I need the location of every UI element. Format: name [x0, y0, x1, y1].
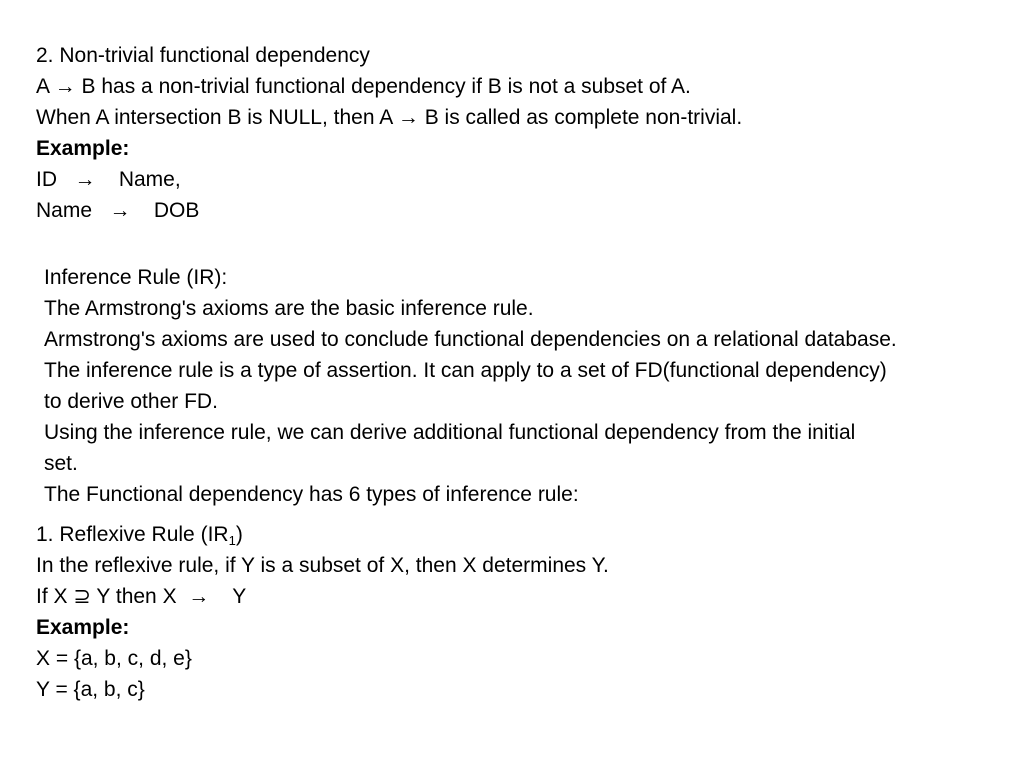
- inference-text-line: The inference rule is a type of assertion. It can apply to a set of FD(functional dependency): [44, 359, 887, 382]
- non-trivial-heading: 2. Non-trivial functional dependency: [36, 44, 370, 67]
- reflexive-heading: [36, 519, 996, 550]
- reflexive-rule-section: [36, 519, 996, 705]
- inference-text-line: to derive other FD.: [44, 390, 218, 413]
- example-set-x: X = {a, b, c, d, e}: [36, 647, 192, 670]
- inference-text-line: Armstrong's axioms are used to conclude functional dependencies on a relational database.: [44, 328, 897, 351]
- inference-text-line: set.: [44, 452, 78, 475]
- example-line: Name → DOB: [36, 199, 200, 222]
- non-trivial-section: [36, 40, 996, 226]
- reflexive-rule: If X ⊇ Y then X → Y: [36, 585, 247, 608]
- reflexive-heading-suffix: ): [235, 523, 243, 546]
- example-label: Example:: [36, 616, 130, 639]
- example-label: Example:: [36, 137, 130, 160]
- inference-text-line: Using the inference rule, we can derive additional functional dependency from the initial: [44, 421, 856, 444]
- example-line: ID → Name,: [36, 168, 181, 191]
- inference-rule-section: [44, 262, 1004, 510]
- inference-text-line: The Functional dependency has 6 types of inference rule:: [44, 483, 579, 506]
- inference-heading: Inference Rule (IR):: [44, 266, 228, 289]
- reflexive-heading-subscript: 1: [228, 533, 236, 548]
- complete-non-trivial-rule: When A intersection B is NULL, then A → B is called as complete non-trivial.: [36, 106, 743, 129]
- reflexive-heading-prefix: 1. Reflexive Rule (IR: [36, 523, 229, 546]
- inference-text-line: The Armstrong's axioms are the basic inference rule.: [44, 297, 534, 320]
- reflexive-description: In the reflexive rule, if Y is a subset of X, then X determines Y.: [36, 554, 609, 577]
- example-set-y: Y = {a, b, c}: [36, 678, 145, 701]
- non-trivial-definition: A → B has a non-trivial functional dependency if B is not a subset of A.: [36, 75, 691, 98]
